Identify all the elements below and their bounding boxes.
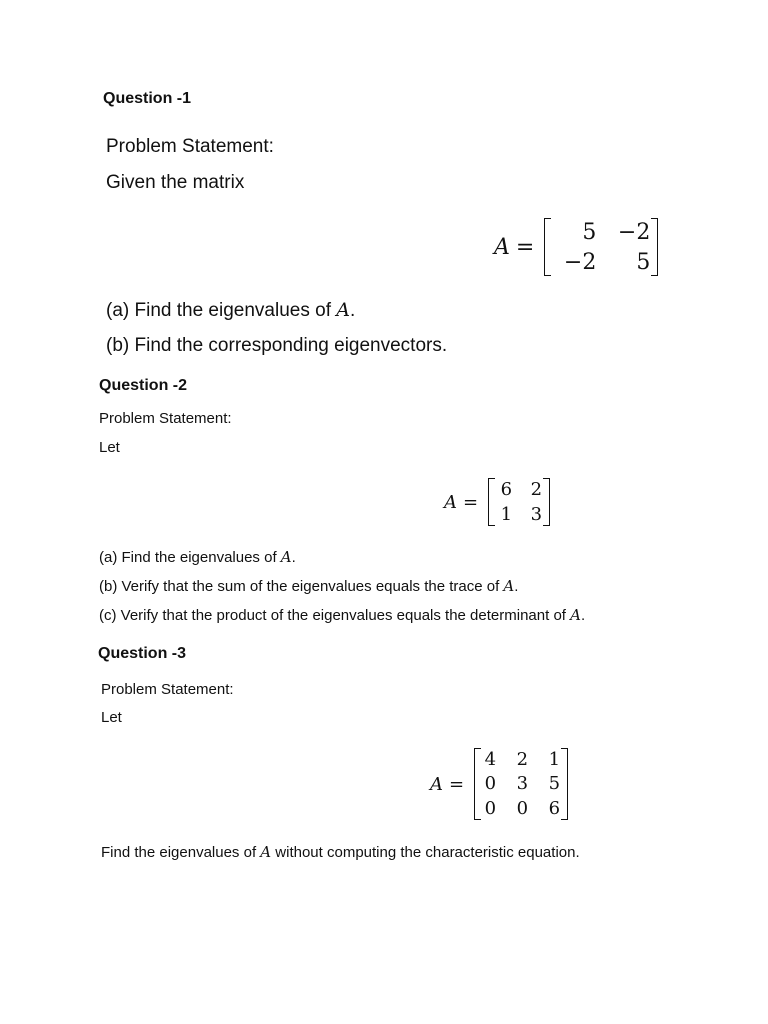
question-1-matrix [544,218,658,276]
matrix-variable: A [444,491,457,513]
matrix-cell: −2 [617,219,651,245]
matrix-cell: 6 [500,479,513,500]
question-3-matrix [474,748,568,820]
question-2-intro: Let [99,439,120,456]
part-a-variable: A [336,299,350,321]
question-2-title: Question -2 [99,377,188,394]
matrix-cell: 6 [548,798,561,820]
task-variable: A [260,843,272,861]
part-c-text: (c) Verify that the product of the eigenvalues equals the determinant of [99,607,571,624]
matrix-cell: 5 [582,219,597,245]
question-2-matrix [488,478,550,526]
question-1-intro: Given the matrix [106,172,245,193]
part-b-text: (b) Verify that the sum of the eigenvalues equals the trace of [99,578,504,595]
matrix-cell: 3 [516,773,529,795]
part-a-text: (a) Find the eigenvalues of [99,549,281,566]
question-3-task [101,843,580,861]
question-3-statement-label: Problem Statement: [101,681,234,698]
task-suffix: without computing the characteristic equation. [271,844,580,861]
matrix-cell: 1 [548,748,561,770]
question-3-intro: Let [101,709,122,726]
question-1-part-a [106,299,355,322]
matrix-cell: 4 [484,748,497,770]
question-1-equation [494,218,658,276]
part-c-suffix: . [580,607,586,624]
question-3-title: Question -3 [98,645,187,662]
part-b-suffix: . [514,578,519,595]
matrix-cell: 0 [516,798,529,820]
matrix-cell: 3 [530,504,543,525]
matrix-cell: 2 [516,748,529,770]
matrix-variable: A [494,234,510,260]
part-a-variable: A [280,548,292,566]
question-1-part-b: (b) Find the corresponding eigenvectors. [106,335,448,356]
question-3-equation [430,748,568,820]
matrix-cell: 2 [530,479,543,500]
part-a-text: (a) Find the eigenvalues of [106,300,337,321]
equals-sign: = [449,773,465,795]
matrix-variable: A [430,773,443,795]
part-a-suffix: . [349,300,356,321]
question-1-statement-label: Problem Statement: [106,136,274,157]
part-c-variable: A [570,606,581,624]
equals-sign: = [463,491,479,513]
question-2-equation [444,478,550,526]
question-2-statement-label: Problem Statement: [99,410,232,427]
equals-sign: = [515,234,535,260]
question-2-part-a [99,548,296,566]
matrix-cell: 1 [500,504,513,525]
matrix-cell: 0 [484,773,497,795]
question-2-part-b [99,577,518,595]
part-b-variable: A [503,577,515,595]
matrix-cell: 0 [484,798,497,820]
task-text: Find the eigenvalues of [101,844,261,861]
question-2-part-c [99,606,585,624]
question-1-title: Question -1 [103,90,192,107]
matrix-cell: 5 [548,773,561,795]
matrix-cell: −2 [563,249,597,275]
matrix-cell: 5 [636,249,651,275]
part-a-suffix: . [291,549,296,566]
